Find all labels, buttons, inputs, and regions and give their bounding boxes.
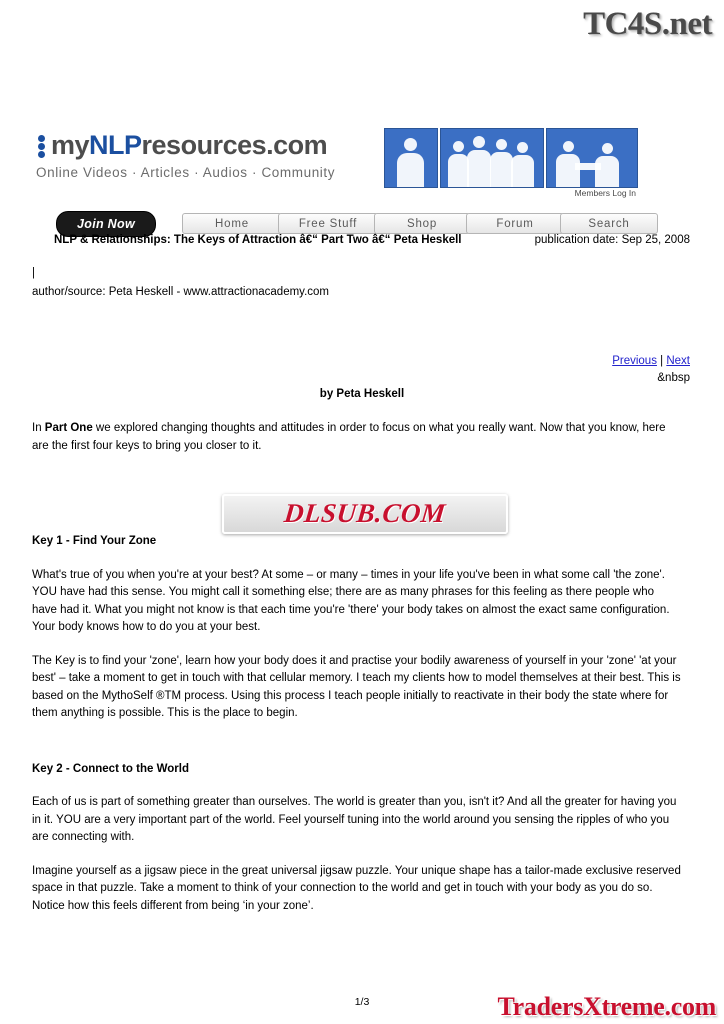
site-banner bbox=[36, 130, 636, 210]
next-link[interactable]: Next bbox=[666, 355, 690, 367]
watermark-center bbox=[222, 494, 508, 534]
key-2-heading: Key 2 - Connect to the World bbox=[32, 762, 189, 775]
brand-suffix: resources.com bbox=[141, 130, 328, 160]
previous-link[interactable]: Previous bbox=[612, 355, 657, 367]
nav-join-now-button[interactable]: Join Now bbox=[56, 211, 156, 237]
key-2-paragraph-1: Each of us is part of something greater than ourselves. The world is greater than you, isn't it? And all the greater for having you in it. YOU are a very important part of the world. Feel yourself tuning into the world around you sensing the ripples of who you are connecting with. bbox=[32, 796, 677, 843]
brand-highlight: NLP bbox=[89, 130, 142, 160]
brand-prefix: my bbox=[51, 130, 90, 160]
key-1-heading: Key 1 - Find Your Zone bbox=[32, 535, 157, 547]
nav-item-shop[interactable]: Shop bbox=[374, 213, 470, 234]
members-login-link[interactable]: Members Log In bbox=[574, 188, 636, 198]
page-title: NLP & Relationships: The Keys of Attraction â€“ Part Two â€“ Peta Heskell bbox=[54, 234, 462, 246]
header-pipe-separator: | bbox=[32, 267, 35, 279]
nav-item-free-stuff[interactable]: Free Stuff bbox=[278, 213, 378, 234]
nav-item-forum[interactable]: Forum bbox=[466, 213, 564, 234]
banner-photo-handshake bbox=[546, 128, 638, 188]
watermark-bottom-right: TradersXtreme.com bbox=[497, 992, 716, 1021]
site-tagline: Online Videos · Articles · Audios · Community bbox=[36, 165, 336, 180]
byline: by Peta Heskell bbox=[319, 388, 405, 400]
banner-images bbox=[384, 128, 636, 198]
page-number: 1/3 bbox=[354, 996, 370, 1008]
intro-pre: In bbox=[32, 422, 45, 434]
author-source-line: author/source: Peta Heskell - www.attractionacademy.com bbox=[32, 286, 329, 298]
key-1-paragraph-2: The Key is to find your 'zone', learn how your body does it and practise your bodily awareness of yourself in your 'zone' 'at your best' – take a moment to get in touch with that cellular memory. I teach my clients how to model themselves at their best. This is based on the MythoSelf ®TM process. Using this process I teach people initially to reactivate in their body the state where for them anything is possible. This is the place to begin. bbox=[32, 654, 681, 719]
spacer-between-keys bbox=[32, 739, 682, 761]
key-1-paragraph-1: What's true of you when you're at your best? At some – or many – times in your life you've been in what some call 'the zone'. YOU have had this sense. You might call it something else; there are as many phrases for this feeling as there people who have had it. What you might not know is that each time you're 'there' your body takes on almost the exact same configuration. Your body knows how to do you at your best. bbox=[32, 568, 670, 633]
nav-item-search[interactable]: Search bbox=[560, 213, 658, 234]
site-logo-text bbox=[36, 130, 376, 161]
part-one-emphasis: Part One bbox=[44, 422, 93, 434]
banner-photo-group bbox=[440, 128, 544, 188]
nbsp-entity-text: &nbsp bbox=[657, 372, 690, 384]
banner-photo-person bbox=[384, 128, 438, 188]
pager-separator: | bbox=[656, 355, 667, 367]
publication-date: publication date: Sep 25, 2008 bbox=[534, 234, 690, 246]
intro-paragraph bbox=[32, 420, 682, 455]
article-pager bbox=[612, 353, 690, 370]
article-header bbox=[36, 232, 690, 250]
intro-post: we explored changing thoughts and attitudes in order to focus on what you really want. Now that you know, here are the first four keys to bring you closer to it. bbox=[32, 422, 666, 452]
logo-dots-icon bbox=[36, 135, 49, 157]
watermark-top-right: TC4S.net bbox=[583, 6, 712, 42]
site-logo[interactable] bbox=[36, 130, 376, 180]
key-2-paragraph-2: Imagine yourself as a jigsaw piece in the great universal jigsaw puzzle. Your unique shape has a tailor-made exclusive reserved space in that puzzle. Take a moment to think of your connection to the world and get in touch with your body as you do so. Notice how this feels different from being ‘in your zone’. bbox=[32, 864, 681, 912]
watermark-center-text: DLSUB.COM bbox=[282, 498, 448, 528]
nav-item-home[interactable]: Home bbox=[182, 213, 282, 234]
